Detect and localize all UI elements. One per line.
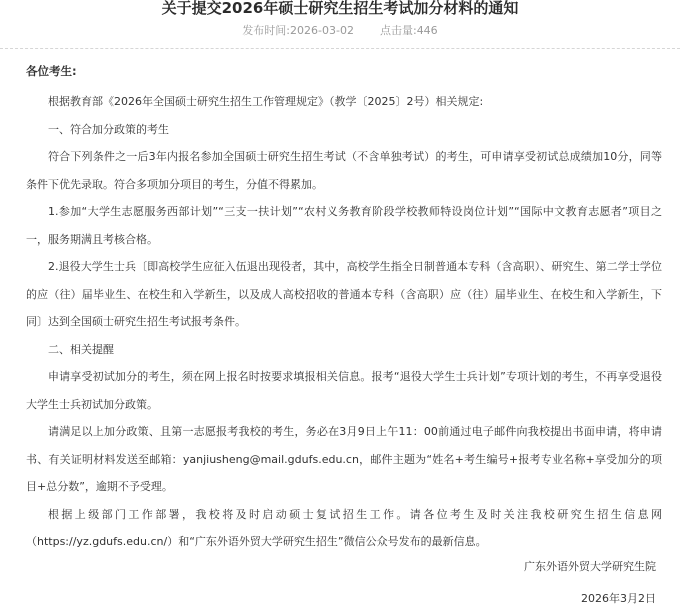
reminder-paragraph-1: 申请享受初试加分的考生，须在网上报名时按要求填报相关信息。报考“退役大学生士兵计划”专项计划的考生，不再享受退役大学生士兵初试加分政策。	[26, 370, 662, 411]
reminder-paragraph-2: 请满足以上加分政策、且第一志愿报考我校的考生，务必在3月9日上午11：00前通过电子邮件向我校提出书面申请，将申请书、有关证明材料发送至邮箱：yanjiusheng@mail.gdufs.edu.cn，邮件主题为“姓名+考生编号+报考专业名称+享受加分的项目+总分数”，逾期不予受理。	[26, 425, 662, 493]
intro-paragraph: 根据教育部《2026年全国硕士研究生招生工作管理规定》（教学〔2025〕2号）相关规定:	[48, 95, 484, 108]
publish-time-value: 2026-03-02	[290, 24, 354, 37]
section-heading-reminders: 二、相关提醒	[48, 342, 114, 356]
section-heading-eligible: 一、符合加分政策的考生	[48, 122, 169, 136]
publish-time-label: 发布时间:	[242, 24, 291, 37]
condition-item-2: 2.退役大学生士兵〔即高校学生应征入伍退出现役者，其中，高校学生指全日制普通本专科（含高职）、研究生、第二学士学位的应（往）届毕业生、在校生和入学新生，以及成人高校招收的普通本专科（含高职）应（往）届毕业生、在校生和入学新生，下同〕达到全国硕士研究生招生考试报考条件。	[26, 260, 662, 328]
signature-date: 2026年3月2日	[581, 592, 656, 605]
eligibility-paragraph: 符合下列条件之一后3年内报名参加全国硕士研究生招生考试（不含单独考试）的考生，可申请享受初试总成绩加10分，同等条件下优先录取。符合多项加分项目的考生，分值不得累加。	[26, 150, 662, 191]
article-body	[26, 88, 662, 556]
hits-label: 点击量:	[379, 24, 417, 37]
article-meta	[0, 23, 680, 39]
condition-item-1: 1.参加“大学生志愿服务西部计划”“三支一扶计划”“农村义务教育阶段学校教师特设岗位计划”“国际中文教育志愿者”项目之一，服务期满且考核合格。	[26, 205, 662, 246]
page-title: 关于提交2026年硕士研究生招生考试加分材料的通知	[161, 0, 519, 17]
salutation: 各位考生:	[26, 64, 77, 78]
reminder-paragraph-3: 根据上级部门工作部署，我校将及时启动硕士复试招生工作。请各位考生及时关注我校研究生招生信息网（https://yz.gdufs.edu.cn/）和“广东外语外贸大学研究生招生”微信公众号发布的最新信息。	[26, 507, 662, 548]
title-divider	[0, 48, 680, 49]
hits-value: 446	[416, 24, 438, 37]
signature: 广东外语外贸大学研究生院	[524, 560, 656, 573]
